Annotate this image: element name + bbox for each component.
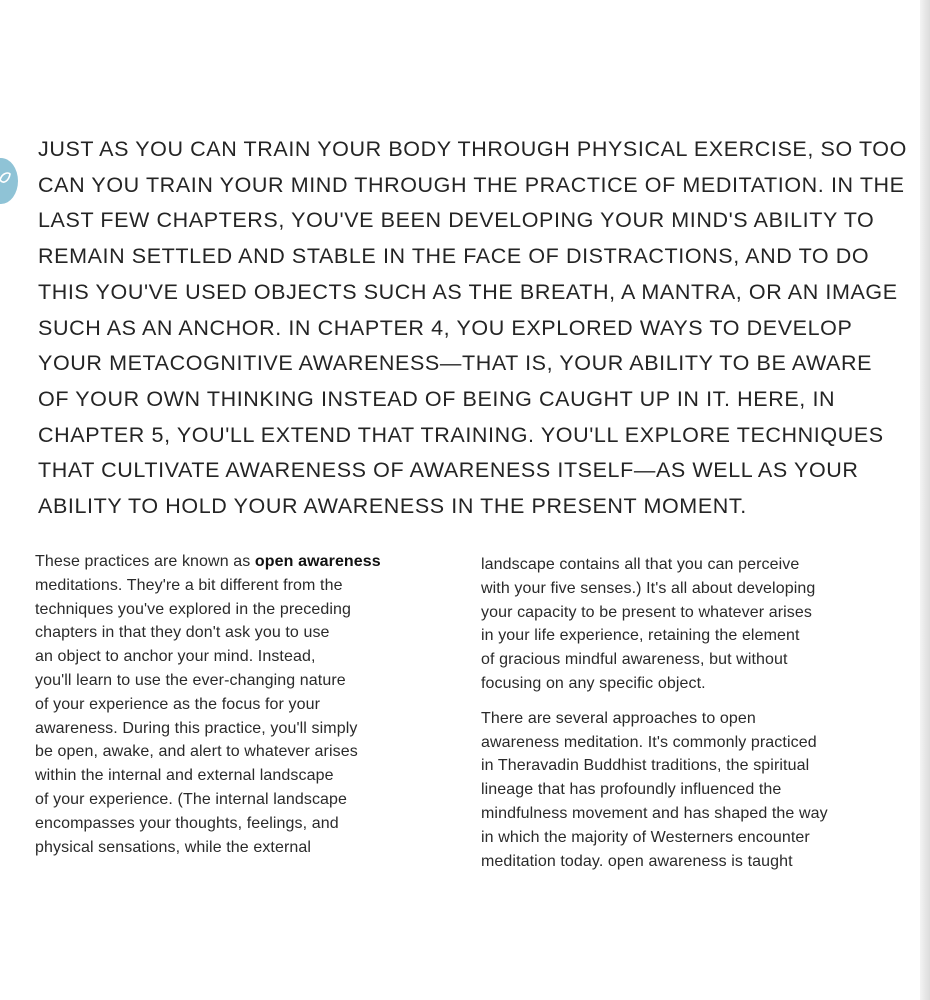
body-text: These practices are known as [35, 553, 255, 570]
body-line: mindfulness movement and has shaped the way [481, 804, 828, 822]
body-line: be open, awake, and alert to whatever arises [35, 743, 358, 761]
body-line: awareness meditation. It's commonly practiced [481, 733, 817, 751]
body-line: of your experience as the focus for your [35, 695, 321, 713]
body-line: awareness. During this practice, you'll simply [35, 719, 358, 737]
body-line: There are several approaches to open [481, 709, 756, 727]
body-line: in which the majority of Westerners encounter [481, 828, 810, 846]
body-line [35, 550, 455, 574]
body-paragraph [481, 553, 906, 696]
body-line: meditation today. open awareness is taught [481, 852, 793, 870]
body-line: of gracious mindful awareness, but without [481, 651, 788, 669]
body-line: within the internal and external landscape [35, 767, 334, 785]
intro-line: THAT CULTIVATE AWARENESS OF AWARENESS ITSELF—AS WELL AS YOUR [38, 458, 859, 483]
key-term: open awareness [254, 553, 381, 570]
intro-line: CAN YOU TRAIN YOUR MIND THROUGH THE PRACTICE OF MEDITATION. IN THE [38, 172, 905, 197]
body-paragraph [481, 707, 906, 874]
body-line: landscape contains all that you can perceive [481, 556, 800, 573]
body-line: an object to anchor your mind. Instead, [35, 648, 316, 666]
intro-line: SUCH AS AN ANCHOR. IN CHAPTER 4, YOU EXPLORED WAYS TO DEVELOP [38, 315, 853, 340]
body-line: of your experience. (The internal landscape [35, 790, 348, 808]
left-column [35, 550, 455, 859]
page-edge [920, 0, 930, 1000]
body-line: focusing on any specific object. [481, 674, 706, 692]
body-line: you'll learn to use the ever-changing nature [35, 671, 346, 689]
intro-line: YOUR METACOGNITIVE AWARENESS—THAT IS, YOUR ABILITY TO BE AWARE [38, 351, 873, 376]
body-line: lineage that has profoundly influenced the [481, 781, 782, 799]
body-line: physical sensations, while the external [35, 838, 312, 856]
body-line: chapters in that they don't ask you to use [35, 624, 330, 642]
body-line: in your life experience, retaining the element [481, 627, 800, 645]
chapter-tab-icon [0, 158, 18, 204]
intro-line: LAST FEW CHAPTERS, YOU'VE BEEN DEVELOPING YOUR MIND'S ABILITY TO [38, 208, 875, 233]
body-line: encompasses your thoughts, feelings, and [35, 814, 339, 832]
intro-line: OF YOUR OWN THINKING INSTEAD OF BEING CAUGHT UP IN IT. HERE, IN [38, 386, 836, 411]
body-line: with your five senses.) It's all about developing [481, 579, 816, 597]
intro-line: CHAPTER 5, YOU'LL EXTEND THAT TRAINING. YOU'LL EXPLORE TECHNIQUES [38, 422, 884, 447]
body-paragraph [35, 550, 455, 859]
intro-line: THIS YOU'VE USED OBJECTS SUCH AS THE BREATH, A MANTRA, OR AN IMAGE [38, 279, 898, 304]
right-column [481, 553, 906, 873]
body-line: in Theravadin Buddhist traditions, the spiritual [481, 757, 810, 775]
intro-line: REMAIN SETTLED AND STABLE IN THE FACE OF DISTRACTIONS, AND TO DO [38, 244, 870, 269]
intro-paragraph [38, 132, 908, 525]
leaf-icon [0, 170, 12, 190]
body-line: techniques you've explored in the preceding [35, 600, 352, 618]
body-line: your capacity to be present to whatever arises [481, 603, 812, 621]
body-line: meditations. They're a bit different from the [35, 576, 343, 594]
intro-line: ABILITY TO HOLD YOUR AWARENESS IN THE PRESENT MOMENT. [38, 494, 747, 519]
intro-line: JUST AS YOU CAN TRAIN YOUR BODY THROUGH PHYSICAL EXERCISE, SO TOO [38, 137, 907, 161]
